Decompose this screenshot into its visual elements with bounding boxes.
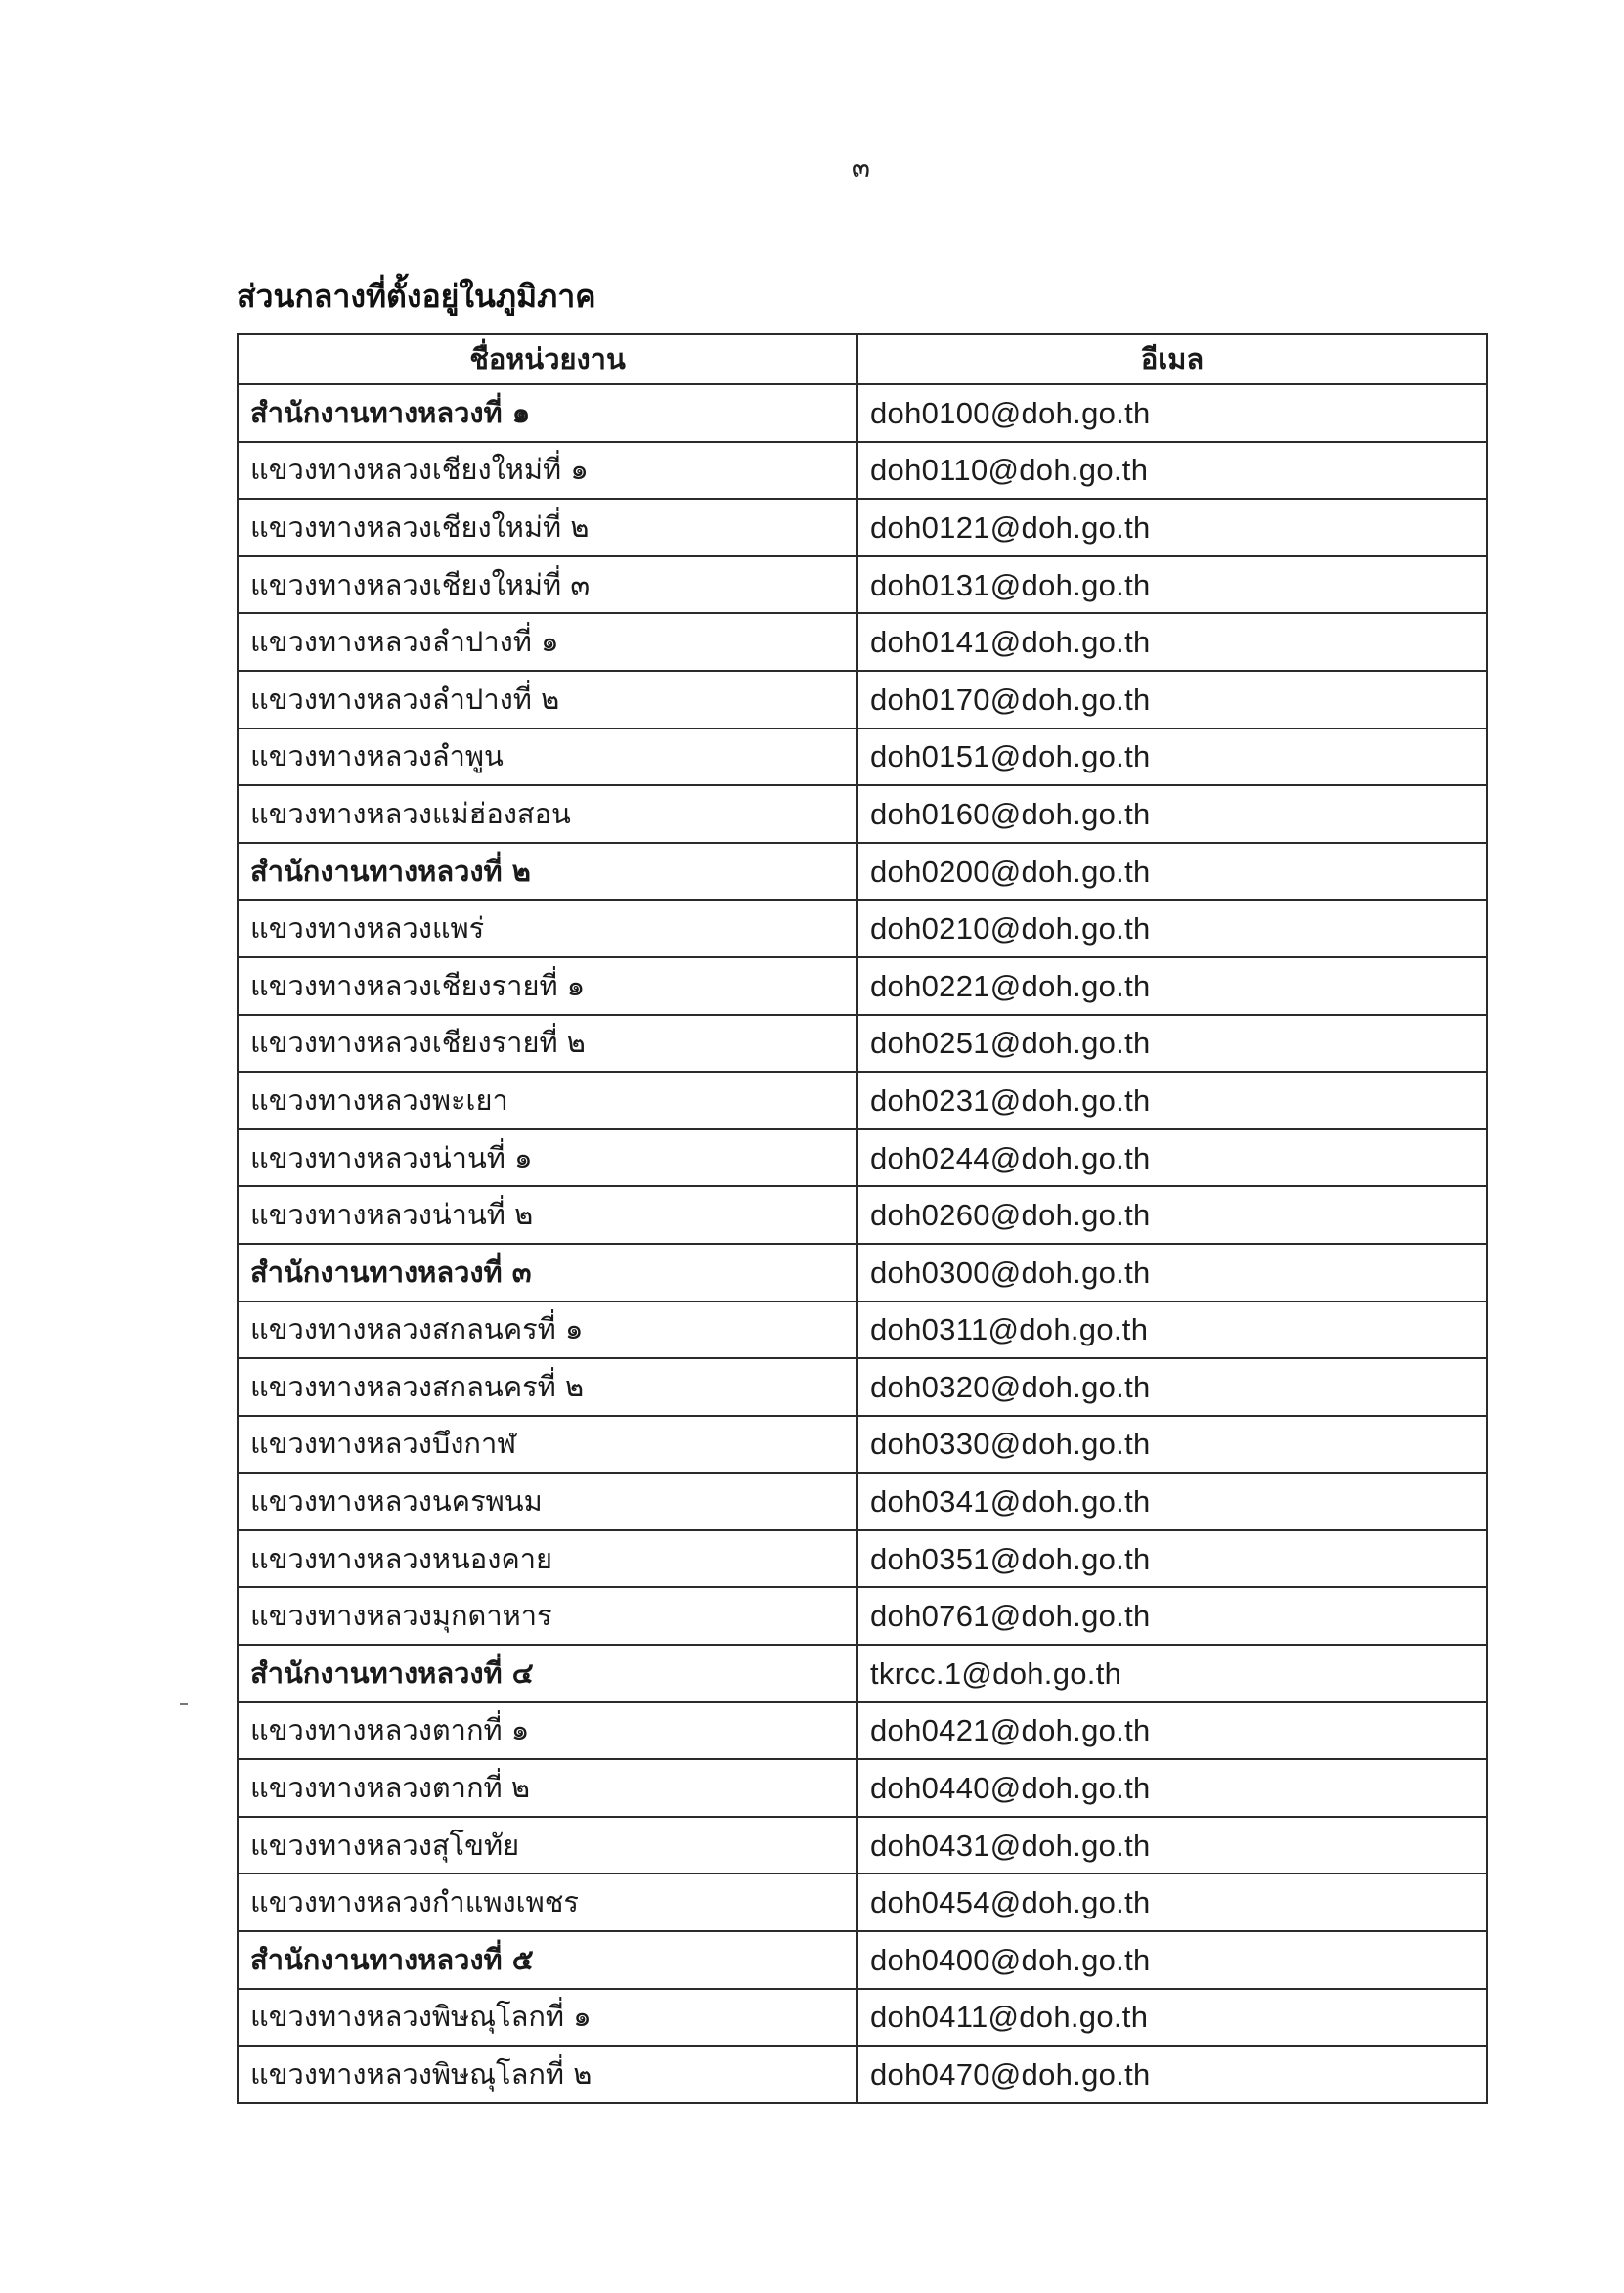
district-name-cell: แขวงทางหลวงนครพนม — [238, 1473, 857, 1530]
table-row — [238, 1301, 1487, 1359]
email-cell: doh0251@doh.go.th — [857, 1015, 1487, 1073]
table-body — [238, 384, 1487, 2103]
office-name-cell: สำนักงานทางหลวงที่ ๑ — [238, 384, 857, 442]
table-row — [238, 1358, 1487, 1416]
district-name-cell: แขวงทางหลวงเชียงใหม่ที่ ๑ — [238, 442, 857, 500]
district-name-cell: แขวงทางหลวงเชียงรายที่ ๒ — [238, 1015, 857, 1073]
email-cell: doh0320@doh.go.th — [857, 1358, 1487, 1416]
scan-mark — [180, 1703, 188, 1705]
district-name-cell: แขวงทางหลวงแม่ฮ่องสอน — [238, 785, 857, 843]
district-name-cell: แขวงทางหลวงสกลนครที่ ๑ — [238, 1301, 857, 1359]
table-row — [238, 499, 1487, 556]
email-cell: doh0200@doh.go.th — [857, 843, 1487, 901]
table-row — [238, 1645, 1487, 1702]
table-row — [238, 1587, 1487, 1645]
table-row — [238, 1530, 1487, 1588]
district-name-cell: แขวงทางหลวงตากที่ ๑ — [238, 1702, 857, 1760]
table-row — [238, 1702, 1487, 1760]
table-row — [238, 1989, 1487, 2047]
table-row — [238, 384, 1487, 442]
email-cell: doh0341@doh.go.th — [857, 1473, 1487, 1530]
table-row — [238, 1129, 1487, 1187]
table-row — [238, 1874, 1487, 1931]
district-name-cell: แขวงทางหลวงเชียงใหม่ที่ ๓ — [238, 556, 857, 614]
email-cell: doh0231@doh.go.th — [857, 1072, 1487, 1129]
email-cell: doh0131@doh.go.th — [857, 556, 1487, 614]
email-cell: doh0421@doh.go.th — [857, 1702, 1487, 1760]
section-heading: ส่วนกลางที่ตั้งอยู่ในภูมิภาค — [237, 278, 596, 315]
district-name-cell: แขวงทางหลวงบึงกาฬ — [238, 1416, 857, 1474]
district-name-cell: แขวงทางหลวงน่านที่ ๑ — [238, 1129, 857, 1187]
table-row — [238, 957, 1487, 1015]
email-cell: doh0311@doh.go.th — [857, 1301, 1487, 1359]
header-email: อีเมล — [857, 334, 1487, 384]
email-cell: doh0170@doh.go.th — [857, 671, 1487, 728]
email-cell: doh0100@doh.go.th — [857, 384, 1487, 442]
district-name-cell: แขวงทางหลวงหนองคาย — [238, 1530, 857, 1588]
email-cell: doh0151@doh.go.th — [857, 728, 1487, 786]
table-row — [238, 785, 1487, 843]
agency-email-table — [237, 333, 1488, 2104]
email-cell: doh0761@doh.go.th — [857, 1587, 1487, 1645]
table-row — [238, 1473, 1487, 1530]
email-cell: doh0440@doh.go.th — [857, 1759, 1487, 1817]
header-agency-name: ชื่อหน่วยงาน — [238, 334, 857, 384]
email-cell: doh0121@doh.go.th — [857, 499, 1487, 556]
email-cell: doh0470@doh.go.th — [857, 2046, 1487, 2103]
page-number: ๓ — [851, 152, 871, 184]
email-cell: doh0260@doh.go.th — [857, 1186, 1487, 1244]
email-cell: doh0330@doh.go.th — [857, 1416, 1487, 1474]
table-header-row — [238, 334, 1487, 384]
office-name-cell: สำนักงานทางหลวงที่ ๓ — [238, 1244, 857, 1301]
email-cell: doh0244@doh.go.th — [857, 1129, 1487, 1187]
office-name-cell: สำนักงานทางหลวงที่ ๔ — [238, 1645, 857, 1702]
office-name-cell: สำนักงานทางหลวงที่ ๕ — [238, 1931, 857, 1989]
email-cell: doh0160@doh.go.th — [857, 785, 1487, 843]
email-cell: doh0210@doh.go.th — [857, 900, 1487, 957]
table-row — [238, 1416, 1487, 1474]
table-row — [238, 613, 1487, 671]
district-name-cell: แขวงทางหลวงลำพูน — [238, 728, 857, 786]
email-cell: doh0400@doh.go.th — [857, 1931, 1487, 1989]
district-name-cell: แขวงทางหลวงน่านที่ ๒ — [238, 1186, 857, 1244]
email-cell: doh0454@doh.go.th — [857, 1874, 1487, 1931]
email-cell: doh0110@doh.go.th — [857, 442, 1487, 500]
email-cell: doh0411@doh.go.th — [857, 1989, 1487, 2047]
district-name-cell: แขวงทางหลวงลำปางที่ ๒ — [238, 671, 857, 728]
district-name-cell: แขวงทางหลวงพะเยา — [238, 1072, 857, 1129]
district-name-cell: แขวงทางหลวงแพร่ — [238, 900, 857, 957]
table-row — [238, 442, 1487, 500]
table-row — [238, 900, 1487, 957]
district-name-cell: แขวงทางหลวงพิษณุโลกที่ ๒ — [238, 2046, 857, 2103]
email-cell: doh0431@doh.go.th — [857, 1817, 1487, 1874]
district-name-cell: แขวงทางหลวงเชียงใหม่ที่ ๒ — [238, 499, 857, 556]
table-row — [238, 556, 1487, 614]
district-name-cell: แขวงทางหลวงสุโขทัย — [238, 1817, 857, 1874]
table-row — [238, 1072, 1487, 1129]
district-name-cell: แขวงทางหลวงสกลนครที่ ๒ — [238, 1358, 857, 1416]
email-cell: tkrcc.1@doh.go.th — [857, 1645, 1487, 1702]
table-row — [238, 1817, 1487, 1874]
district-name-cell: แขวงทางหลวงมุกดาหาร — [238, 1587, 857, 1645]
email-cell: doh0221@doh.go.th — [857, 957, 1487, 1015]
table-row — [238, 843, 1487, 901]
district-name-cell: แขวงทางหลวงกำแพงเพชร — [238, 1874, 857, 1931]
table-row — [238, 1015, 1487, 1073]
email-cell: doh0351@doh.go.th — [857, 1530, 1487, 1588]
table-row — [238, 1759, 1487, 1817]
email-cell: doh0300@doh.go.th — [857, 1244, 1487, 1301]
office-name-cell: สำนักงานทางหลวงที่ ๒ — [238, 843, 857, 901]
table-row — [238, 1244, 1487, 1301]
district-name-cell: แขวงทางหลวงตากที่ ๒ — [238, 1759, 857, 1817]
table-row — [238, 671, 1487, 728]
district-name-cell: แขวงทางหลวงพิษณุโลกที่ ๑ — [238, 1989, 857, 2047]
table-row — [238, 2046, 1487, 2103]
table-row — [238, 1931, 1487, 1989]
district-name-cell: แขวงทางหลวงลำปางที่ ๑ — [238, 613, 857, 671]
district-name-cell: แขวงทางหลวงเชียงรายที่ ๑ — [238, 957, 857, 1015]
table-row — [238, 1186, 1487, 1244]
email-cell: doh0141@doh.go.th — [857, 613, 1487, 671]
table-row — [238, 728, 1487, 786]
